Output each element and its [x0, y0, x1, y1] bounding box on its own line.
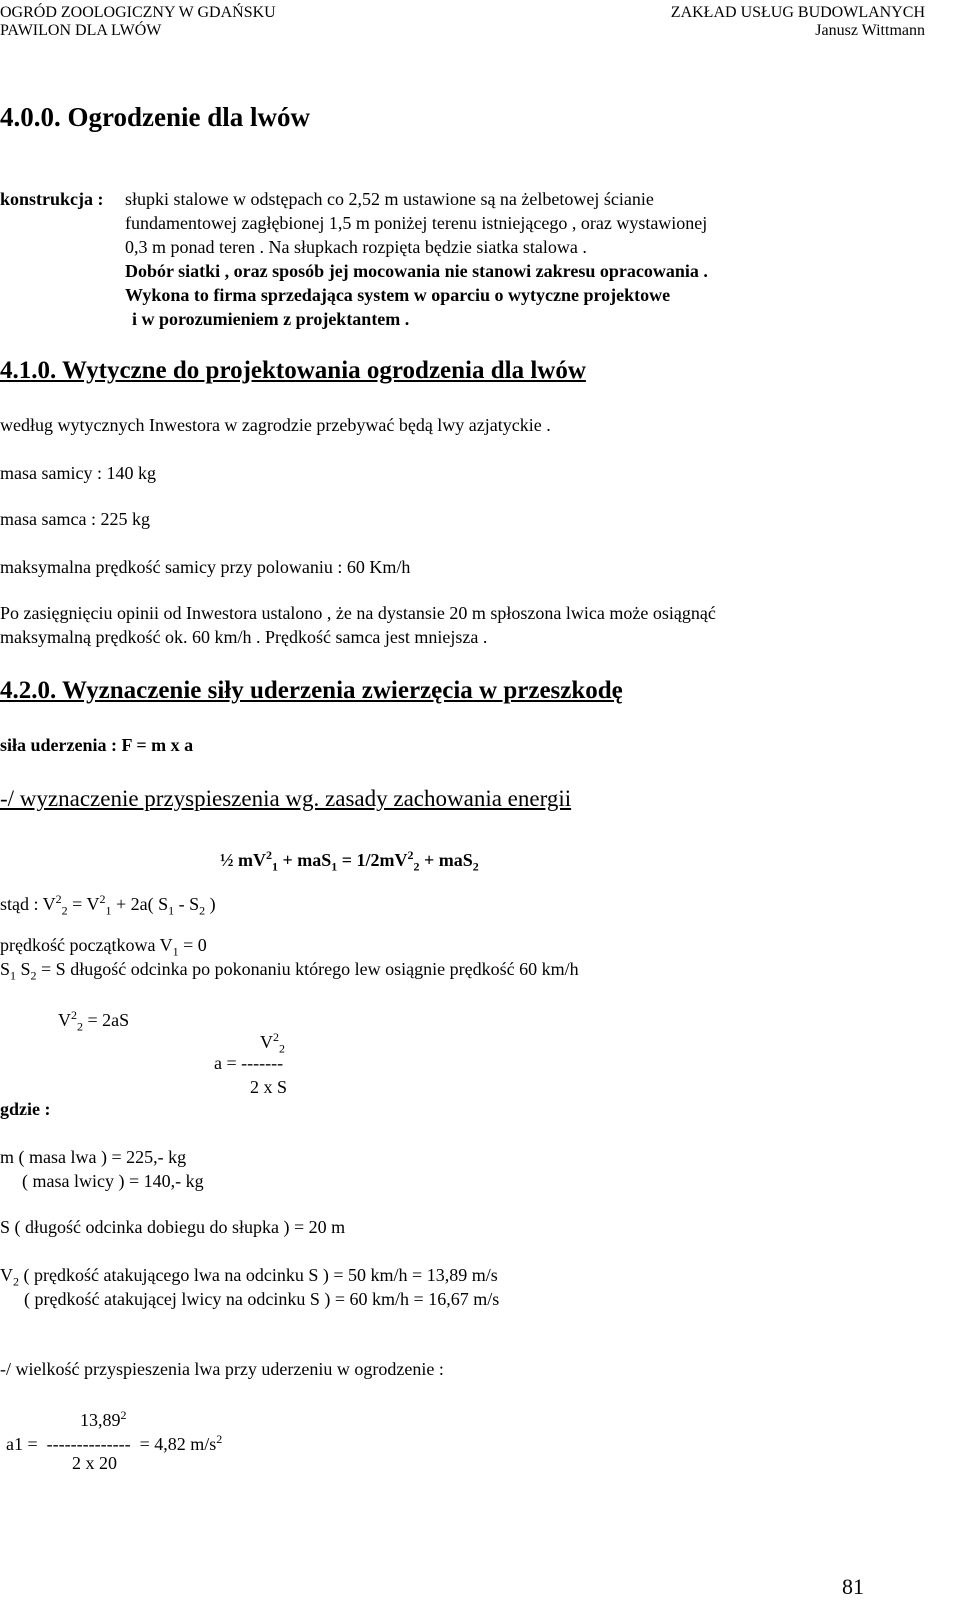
velocity-lioness: ( prędkość atakującej lwicy na odcinku S ) = 60 km/h = 16,67 m/s	[24, 1289, 500, 1309]
header-left	[0, 4, 276, 40]
distance-definition: S ( długość odcinka dobiegu do słupka ) = 20 m	[0, 1217, 346, 1237]
a-fraction-line: a = -------	[214, 1053, 284, 1073]
a1-numerator: 13,89$^2$	[80, 1408, 127, 1430]
construction-line-1: słupki stalowe w odstępach co 2,52 m ustawione są na żelbetowej ścianie	[125, 189, 654, 209]
section-title-4-1-0: 4.1.0. Wytyczne do projektowania ogrodzenia dla lwów	[0, 357, 586, 384]
acceleration-subtitle: -/ wyznaczenie przyspieszenia wg. zasady zachowania energii	[0, 786, 572, 811]
mass-lion: m ( masa lwa ) = 225,- kg	[0, 1147, 187, 1167]
force-formula: siła uderzenia : F = m x a	[0, 735, 194, 755]
a-fraction-numerator: $V^2_2$	[260, 1030, 285, 1056]
section1-paragraph-1: według wytycznych Inwestora w zagrodzie przebywać będą lwy azjatyckie .	[0, 415, 551, 435]
a-fraction-denominator: 2 x S	[250, 1077, 288, 1097]
energy-equation: ½ $mV^2_1 + maS_1 = 1/2mV^2_2 + maS_2$	[220, 848, 479, 874]
v2-equation: $V^2_2 = 2aS$	[58, 1008, 130, 1034]
header-author: Janusz Wittmann	[815, 22, 925, 39]
header-company: ZAKŁAD USŁUG BUDOWLANYCH	[670, 4, 925, 21]
section1-paragraph-5b: maksymalną prędkość ok. 60 km/h . Prędkość samca jest mniejsza .	[0, 627, 488, 647]
stad-equation: stąd : $V^2_2 = V^2_1 + 2a$( $S_1 - S_2$ )	[0, 892, 216, 918]
page-title: 4.0.0. Ogrodzenie dla lwów	[0, 102, 310, 132]
construction-bold-3: i w porozumieniem z projektantem .	[132, 309, 410, 329]
construction-line-3: 0,3 m ponad teren . Na słupkach rozpięta będzie siatka stalowa .	[125, 237, 587, 257]
a1-equation: a1 = -------------- = 4,82 $m/s^2$	[6, 1432, 223, 1454]
page-number: 81	[842, 1574, 864, 1599]
segment-definition: $S_1$ $S_2 = S$ długość odcinka po pokonaniu którego lew osiągnie prędkość 60 km/h	[0, 959, 579, 983]
initial-velocity: prędkość początkowa $V_1 = 0$	[0, 935, 207, 959]
a1-denominator: 2 x 20	[72, 1453, 117, 1473]
header-right	[671, 4, 925, 40]
gdzie-label: gdzie :	[0, 1099, 51, 1119]
velocity-lion: $V_2$ ( prędkość atakującego lwa na odcinku S ) = 50 km/h = 13,89 m/s	[0, 1265, 498, 1289]
mass-lioness: ( masa lwicy ) = 140,- kg	[22, 1171, 204, 1191]
construction-line-2: fundamentowej zagłębionej 1,5 m poniżej terenu istniejącego , oraz wystawionej	[125, 213, 708, 233]
section1-paragraph-3: masa samca : 225 kg	[0, 509, 150, 529]
construction-bold-2: Wykona to firma sprzedająca system w oparciu o wytyczne projektowe	[125, 285, 671, 305]
section1-paragraph-5a: Po zasięgnięciu opinii od Inwestora ustalono , że na dystansie 20 m spłoszona lwica może osiągnąć	[0, 603, 716, 623]
acceleration-label: -/ wielkość przyspieszenia lwa przy uderzeniu w ogrodzenie :	[0, 1359, 444, 1379]
header-zoo-name: OGRÓD ZOOLOGICZNY W GDAŃSKU	[0, 4, 276, 21]
section1-paragraph-4: maksymalna prędkość samicy przy polowaniu : 60 Km/h	[0, 557, 411, 577]
construction-label: konstrukcja :	[0, 189, 104, 209]
header-pavilion: PAWILON DLA LWÓW	[0, 22, 162, 39]
section-title-4-2-0: 4.2.0. Wyznaczenie siły uderzenia zwierzęcia w przeszkodę	[0, 677, 623, 704]
construction-bold-1: Dobór siatki , oraz sposób jej mocowania nie stanowi zakresu opracowania .	[125, 261, 708, 281]
section1-paragraph-2: masa samicy : 140 kg	[0, 463, 156, 483]
